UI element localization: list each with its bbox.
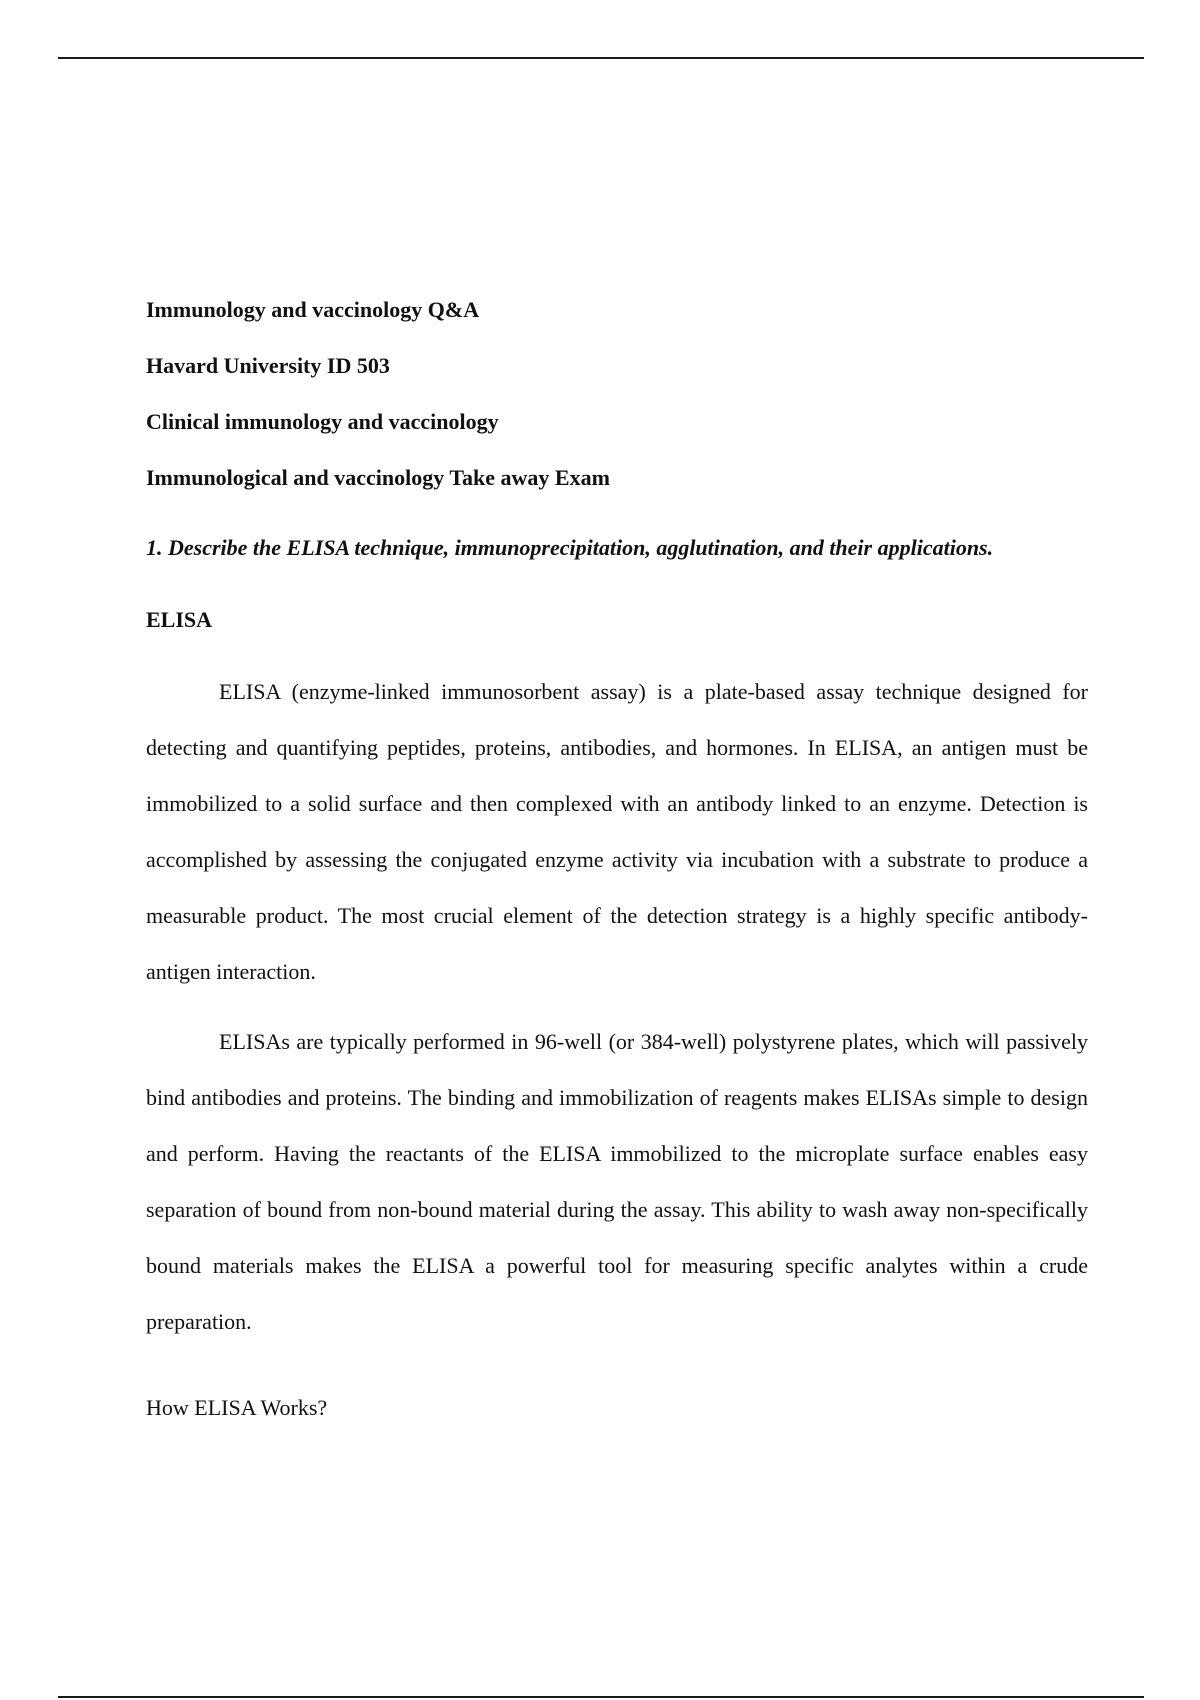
document-body (146, 296, 1088, 1422)
document-title: Immunology and vaccinology Q&A (146, 297, 480, 322)
subheading-how-elisa-works: How ELISA Works? (146, 1395, 328, 1420)
exam-line: Immunological and vaccinology Take away Exam (146, 465, 610, 490)
section-title-elisa: ELISA (146, 607, 213, 632)
paragraph-elisa-definition: ELISA (enzyme-linked immunosorbent assay) is a plate-based assay technique designed for detecting and quantifying peptides, proteins, antibodies, and hormones. In ELISA, an antigen must be immobilized to a solid surface and then complexed with an antibody linked to an enzyme. Detection is accomplished by assessing the conjugated enzyme activity via incubation with a substrate to produce a measurable product. The most crucial element of the detection strategy is a highly specific antibody-antigen interaction. (146, 679, 1088, 984)
institution-line: Havard University ID 503 (146, 353, 390, 378)
top-rule (58, 57, 1144, 59)
course-line: Clinical immunology and vaccinology (146, 409, 499, 434)
question-1: 1. Describe the ELISA technique, immunoprecipitation, agglutination, and their applications. (146, 535, 994, 560)
paragraph-elisa-plates: ELISAs are typically performed in 96-well (or 384-well) polystyrene plates, which will passively bind antibodies and proteins. The binding and immobilization of reagents makes ELISAs simple to design and perform. Having the reactants of the ELISA immobilized to the microplate surface enables easy separation of bound from non-bound material during the assay. This ability to wash away non-specifically bound materials makes the ELISA a powerful tool for measuring specific analytes within a crude preparation. (146, 1029, 1088, 1334)
bottom-rule (58, 1696, 1144, 1698)
